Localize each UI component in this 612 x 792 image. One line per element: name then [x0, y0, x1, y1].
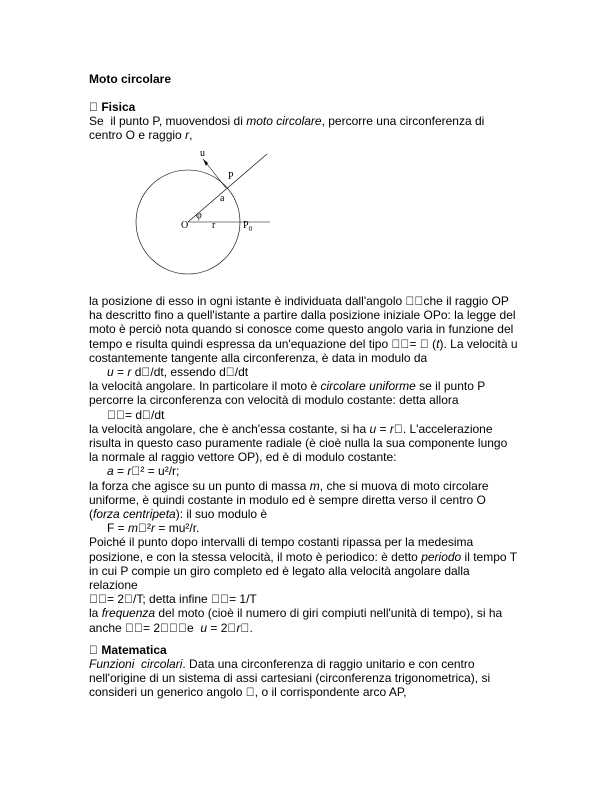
text-run: ,	[189, 128, 193, 142]
section-heading-fisica: Fisica	[89, 100, 130, 114]
italic-text-run: frequenza	[101, 606, 156, 621]
text-run: =	[113, 365, 128, 379]
text-line	[89, 379, 485, 393]
italic-text-run: m	[128, 521, 139, 536]
text-run: uniforme, è quindi costante in modulo ed è sempre diretta verso il centro O	[89, 492, 486, 507]
text-run: d /dt, essendo d /dt	[131, 365, 237, 379]
italic-text-run: r	[185, 128, 190, 142]
text-line	[89, 606, 502, 620]
label-a: a	[220, 193, 225, 204]
text-run: risulta in questo caso puramente radiale (è cioè nulla la sua componente lungo	[89, 436, 508, 450]
label-p: P	[228, 171, 234, 182]
text-run: il tempo T	[461, 549, 518, 564]
text-run: tempo e risulta quindi espressa da un'equazione del tipo = (	[89, 336, 420, 351]
text-line	[89, 351, 427, 365]
text-run: ²	[138, 521, 146, 536]
italic-text-run: m	[309, 478, 320, 493]
text-line	[89, 685, 407, 699]
text-run: ): il suo modulo è	[175, 507, 268, 521]
italic-text-run: r	[389, 421, 394, 436]
circular-motion-diagram	[130, 145, 270, 285]
text-run: la velocità angolare. In particolare il moto è	[89, 379, 321, 394]
text-run: = 2 /T; detta infine = 1/T	[89, 592, 229, 607]
label-p0: $P_0$	[243, 220, 253, 233]
text-run: consideri un generico angolo , o il corrispondente arco AP,	[89, 685, 401, 699]
text-run: la forza che agisce su un punto di massa	[89, 478, 310, 493]
italic-text-run: r	[127, 365, 132, 379]
text-line	[107, 365, 248, 379]
text-run: ). La velocità u	[422, 336, 501, 351]
text-line	[89, 578, 138, 592]
text-line	[107, 521, 199, 535]
label-phi: φ	[196, 210, 202, 221]
text-run: relazione	[89, 578, 138, 592]
text-line	[107, 464, 179, 478]
label-r: r	[212, 220, 216, 231]
text-line	[89, 507, 267, 521]
text-line	[89, 128, 192, 142]
italic-text-run: t	[419, 336, 423, 351]
text-run: centro O e raggio	[89, 128, 186, 142]
text-line	[89, 436, 507, 450]
text-line	[89, 322, 513, 336]
italic-text-run: circolare uniforme	[320, 379, 416, 394]
text-run: = mu²/r.	[149, 521, 194, 536]
text-run: in cui P compie un giro completo ed è legato alla velocità angolare dalla	[89, 563, 470, 578]
label-u: u	[200, 148, 205, 159]
text-run: percorre la circonferenza con velocità di modulo costante: detta allora	[89, 393, 459, 408]
text-line	[89, 294, 509, 308]
italic-text-run: periodo	[421, 549, 462, 564]
italic-text-run: r	[202, 620, 207, 635]
italic-text-run: moto circolare	[246, 114, 322, 128]
text-line	[89, 422, 493, 436]
text-run: la normale al raggio vettore OP), ed è di modulo costante:	[89, 450, 397, 465]
italic-text-run: forza centripeta	[93, 507, 176, 521]
text-line	[89, 393, 459, 407]
text-run: la posizione di esso in ogni istante è individuata dall'angolo che il raggio OP	[89, 294, 498, 308]
text-run: . Data una circonferenza di raggio unitario e con centro	[182, 657, 475, 671]
italic-text-run: u	[172, 620, 179, 635]
text-line	[89, 592, 257, 606]
text-line	[89, 308, 516, 322]
italic-text-run: a	[107, 464, 114, 479]
label-o: O	[181, 220, 189, 231]
text-run: posizione, e con la stessa velocità, il moto è periodico: è detto	[89, 549, 422, 564]
section-heading-matematica: Matematica	[89, 643, 162, 657]
velocity-arrowhead	[203, 159, 208, 166]
text-run: la	[89, 606, 102, 621]
text-line	[89, 337, 518, 351]
italic-text-run: r	[127, 464, 132, 479]
italic-text-run: r	[145, 521, 150, 536]
text-run: costantemente tangente alla circonferenza, è data in modulo da	[89, 350, 428, 365]
text-run: F =	[107, 521, 129, 536]
text-run: =	[113, 464, 128, 479]
text-run: ² = u²/r;	[131, 464, 174, 479]
text-line	[107, 408, 164, 422]
text-run: Poiché il punto dopo intervalli di tempo costanti ripassa per la medesima	[89, 535, 474, 550]
text-line	[89, 535, 473, 549]
text-run: = 2	[178, 620, 203, 635]
text-run: , percorre una circonferenza di	[321, 114, 485, 128]
text-run: moto è perciò nota quando si conosce come questo angolo varia in funzione del	[89, 322, 514, 337]
text-run: = d /dt	[107, 407, 148, 422]
text-line	[89, 564, 470, 578]
text-run: Se il punto P, muovendosi di	[89, 114, 247, 128]
italic-text-run: u	[369, 421, 377, 436]
text-line	[89, 657, 475, 671]
text-run: , che si muova di moto circolare	[319, 478, 489, 493]
text-line	[89, 114, 484, 128]
text-run: anche = 2 e	[89, 620, 173, 635]
text-run: nell'origine di un sistema di assi cartesiani (circonferenza trigonometrica), si	[89, 671, 491, 685]
text-run: del moto (cioè il numero di giri compiuti nell'unità di tempo), si ha	[155, 606, 503, 621]
text-line	[89, 550, 517, 564]
text-line	[89, 450, 397, 464]
italic-text-run: u	[107, 365, 114, 379]
text-line	[89, 479, 489, 493]
text-run: la velocità angolare, che è anch'essa costante, si ha	[89, 421, 370, 436]
page-title: Moto circolare	[89, 72, 172, 86]
text-line	[89, 671, 490, 685]
text-run: ha descritto fino a quell'istante a partire dalla posizione iniziale OPo: la legge del	[89, 308, 516, 323]
text-run: se il punto P	[415, 379, 486, 394]
italic-text-run: Funzioni circolari	[89, 657, 183, 671]
text-run: .	[206, 620, 214, 635]
text-line	[89, 493, 486, 507]
text-run: =	[376, 421, 390, 436]
text-run: (	[89, 507, 93, 521]
text-line	[89, 621, 253, 635]
text-run: . L'accelerazione	[393, 421, 487, 436]
